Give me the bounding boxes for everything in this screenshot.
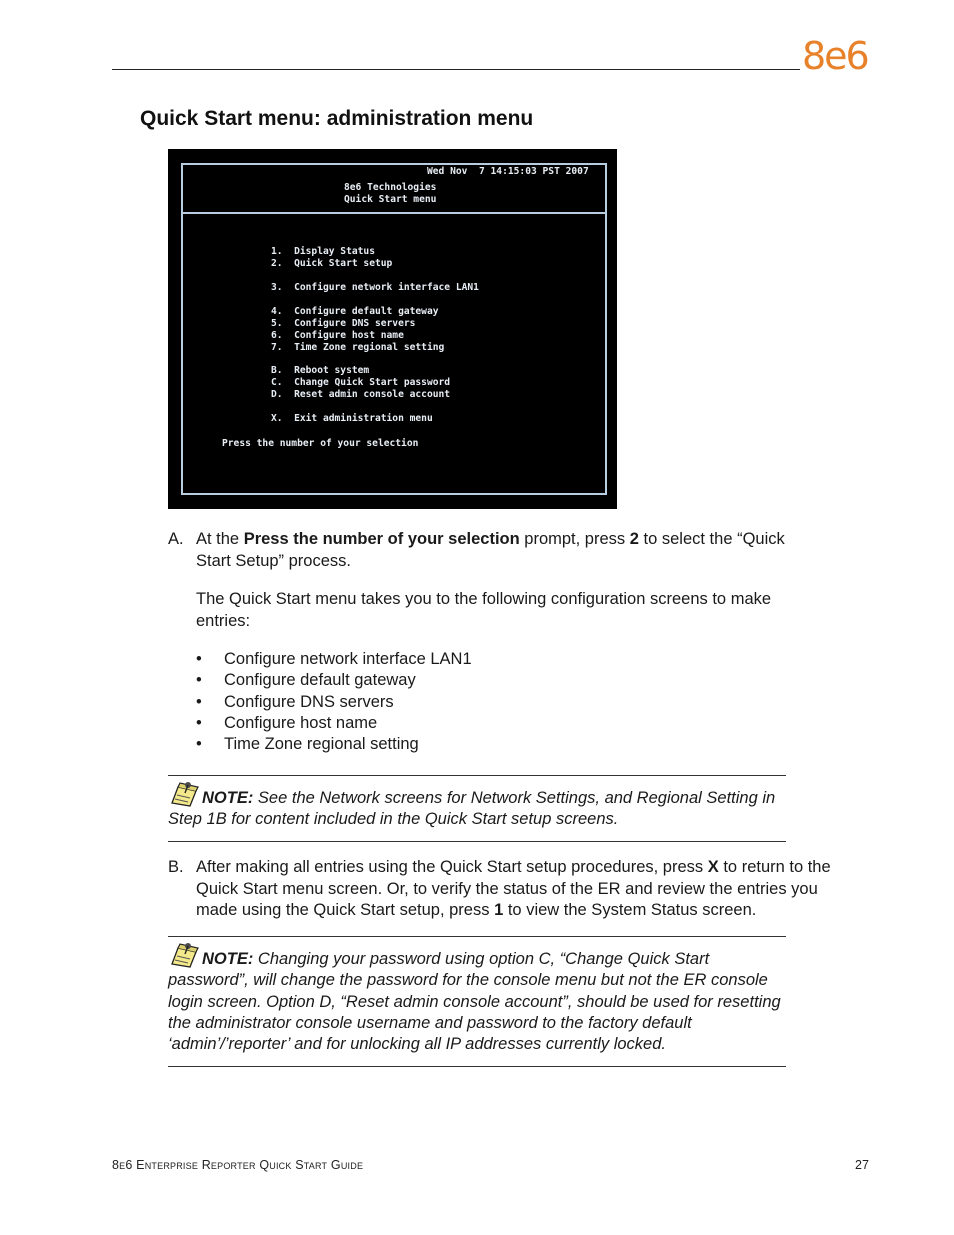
terminal-menu-item: X. Exit administration menu [271,413,433,424]
step-a-key: 2 [629,530,639,548]
notepad-pushpin-icon [168,942,200,968]
configuration-screens-list [196,649,472,755]
note-bottom-rule [168,1066,786,1067]
note-label: NOTE: [202,950,254,968]
terminal-menu-item: 2. Quick Start setup [271,258,393,269]
terminal-menu-item: 5. Configure DNS servers [271,318,416,329]
terminal-menu-item: 6. Configure host name [271,330,404,341]
terminal-divider [183,212,605,214]
quickstart-intro: The Quick Start menu takes you to the following configuration screens to make entries: [196,590,772,630]
list-item [196,734,472,755]
terminal-menu-item: 4. Configure default gateway [271,306,439,317]
step-a-t3: to select the “Quick Start Setup” process. [196,530,785,570]
list-item [196,713,472,734]
bullet-marker: • [196,735,202,754]
step-b-t2: to return to the Quick Start menu screen. Or, to verify the status of the ER and review the entries you made using the Quick Start setup, press [196,858,831,919]
note-bottom-rule [168,841,786,842]
terminal-menu-item: 1. Display Status [271,246,375,257]
note-text: See the Network screens for Network Settings, and Regional Setting in Step 1B for content included in the Quick Start setup screens. [168,789,776,829]
step-a-text [196,529,821,572]
terminal-screenshot [168,149,617,509]
step-b-text [196,857,844,922]
list-item-text: Time Zone regional setting [224,735,419,754]
bullet-marker: • [196,650,202,668]
step-b-key-1: 1 [494,901,504,919]
note-top-rule [168,775,786,776]
terminal-menu-item: D. Reset admin console account [271,389,451,400]
terminal-menu-item: 7. Time Zone regional setting [271,342,445,353]
page-title: Quick Start menu: administration menu [140,107,534,130]
list-item [196,649,472,670]
step-a-marker: A. [168,530,184,548]
note-label: NOTE: [202,789,254,807]
bullet-marker: • [196,692,202,711]
list-item-text: Configure default gateway [224,671,416,690]
step-b-key-x: X [707,858,719,876]
bullet-marker: • [196,671,202,690]
list-item-text: Configure network interface LAN1 [224,650,472,668]
terminal-company: 8e6 Technologies [344,182,437,193]
note-box [168,942,788,1055]
terminal-menu-item: C. Change Quick Start password [271,377,451,388]
footer-guide-title: 8e6 Enterprise Reporter Quick Start Guide [112,1158,364,1172]
note-top-rule [168,936,786,937]
note-text: Changing your password using option C, “Change Quick Start password”, will change the password for the console menu but not the ER console login screen. Option D, “Reset admin console account”, should be used for resetting the administrator console username and password to the factory default ‘admin’/’reporter’ and for unlocking all IP addresses currently locked. [168,950,781,1054]
terminal-datetime: Wed Nov 7 14:15:03 PST 2007 [427,166,589,177]
list-item-text: Configure DNS servers [224,692,394,711]
step-b-marker: B. [168,858,184,876]
step-b-t1: After making all entries using the Quick Start setup procedures, press [196,858,708,876]
notepad-pushpin-icon [168,781,200,807]
terminal-frame [181,163,607,495]
step-b-t3: to view the System Status screen. [503,901,757,919]
list-item [196,670,472,691]
terminal-menu-title: Quick Start menu [344,194,437,205]
terminal-menu-item: 3. Configure network interface LAN1 [271,282,479,293]
step-a-t1: At the [196,530,244,548]
step-a-t2: prompt, press [519,530,630,548]
footer-page-number: 27 [855,1158,869,1172]
terminal-prompt: Press the number of your selection [222,438,419,449]
list-item [196,692,472,713]
brand-logo: 8e6 [802,34,868,78]
step-a-prompt-name: Press the number of your selection [243,530,520,548]
list-item-text: Configure host name [224,713,378,732]
note-box [168,781,788,831]
header-rule [112,69,800,70]
terminal-menu-item: B. Reboot system [271,365,370,376]
bullet-marker: • [196,713,202,732]
